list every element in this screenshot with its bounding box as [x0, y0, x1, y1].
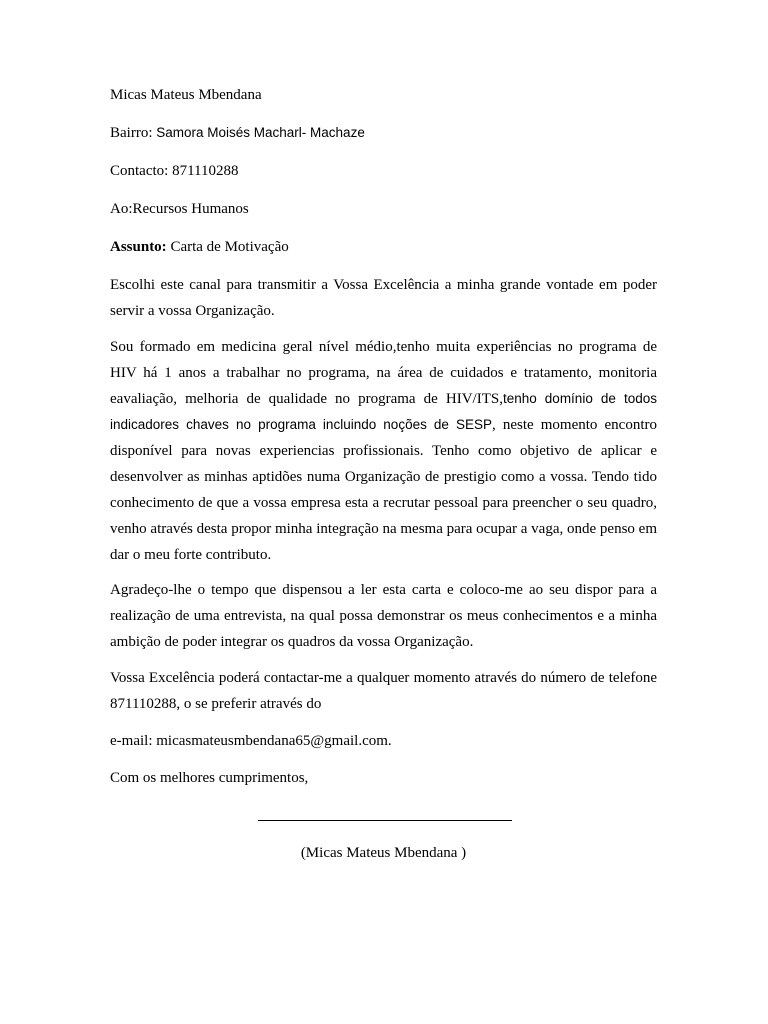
sender-address: [110, 123, 365, 143]
signature-name: (Micas Mateus Mbendana ): [300, 845, 467, 861]
experience-text-a: Sou formado em medicina geral nível médio,tenho muita experiências no programa de HIV há 1 anos a trabalhar no programa, na área de cuidados e tratamento, monitoria eavaliação, melhoria de qualidade no programa de HIV/ITS,: [110, 339, 657, 407]
signature-line: [258, 808, 512, 821]
subject-line: [110, 237, 289, 257]
subject-value: Carta de Motivação: [166, 239, 289, 255]
email-line: e-mail: micasmateusmbendana65@gmail.com.: [110, 733, 392, 749]
paragraph-intro: Escolhi este canal para transmitir a Vossa Excelência a minha grande vontade em poder servir a vossa Organização.: [110, 277, 657, 319]
closing-line: Com os melhores cumprimentos,: [110, 770, 309, 786]
address-value: Samora Moisés Macharl- Machaze: [156, 125, 365, 140]
subject-label: Assunto:: [110, 239, 167, 255]
experience-text-b: tenho domínio de todos indicadores chaves no programa incluindo noções de SESP: [110, 391, 657, 432]
sender-name: Micas Mateus Mbendana: [110, 87, 262, 103]
address-label: Bairro:: [110, 125, 157, 141]
paragraph-contact: Vossa Excelência poderá contactar-me a qualquer momento através do número de telefone 871110288, o se preferir através do: [110, 670, 657, 712]
paragraph-experience: [110, 334, 657, 568]
sender-contact: Contacto: 871110288: [110, 163, 239, 179]
paragraph-thanks: Agradeço-lhe o tempo que dispensou a ler esta carta e coloco-me ao seu dispor para a realização de uma entrevista, na qual possa demonstrar os meus conhecimentos e a minha ambição de poder integrar os quadros da vossa Organização.: [110, 582, 657, 650]
experience-text-c: , neste momento encontro disponível para novas experiencias profissionais. Tenho como objetivo de aplicar e desenvolver as minhas aptidões numa Organização de prestigio como a vossa. Tendo tido conhecimento de que a vossa empresa esta a recrutar pessoal para preencher o seu quadro, venho através desta propor minha integração na mesma para ocupar a vaga, onde penso em dar o meu forte contributo.: [110, 417, 657, 563]
recipient: Ao:Recursos Humanos: [110, 201, 249, 217]
